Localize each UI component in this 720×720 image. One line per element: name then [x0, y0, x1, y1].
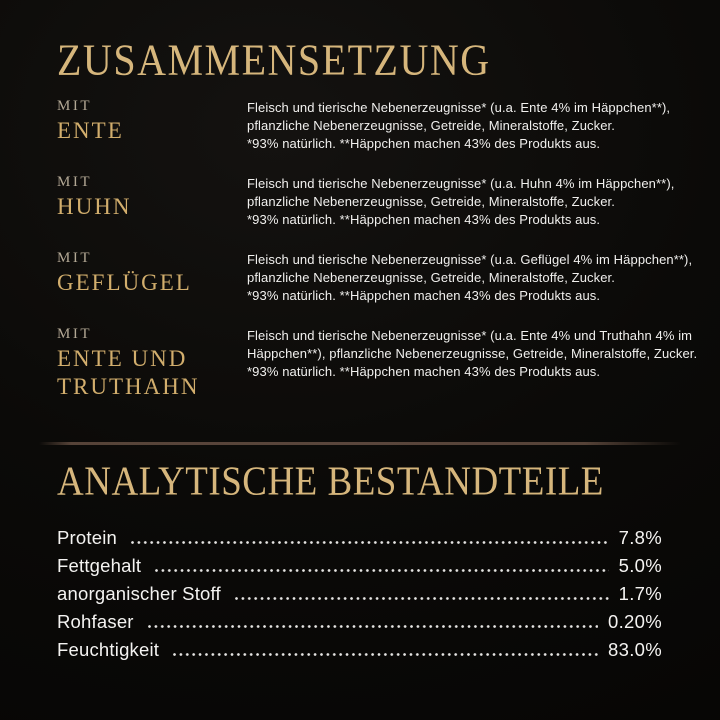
- ingredients-line: Fleisch und tierische Nebenerzeugnisse* (u.a. Huhn 4% im Häppchen**),: [247, 176, 675, 191]
- composition-title: [0, 0, 720, 85]
- ingredients-line: Fleisch und tierische Nebenerzeugnisse* (u.a. Ente 4% im Häppchen**),: [247, 100, 671, 115]
- variant-prefix: MIT: [57, 98, 92, 114]
- variant-name: ENTE: [57, 118, 124, 143]
- ingredients-text: [247, 173, 674, 229]
- analysis-row-fettgehalt: [57, 552, 662, 580]
- analysis-row-feuchtigkeit: [57, 636, 662, 664]
- variant-name: ENTE UND TRUTHAHN: [57, 346, 200, 399]
- composition-title-text: ZUSAMMENSETZUNG: [57, 34, 491, 85]
- dot-leader: [173, 653, 598, 656]
- ingredients-text: [247, 325, 697, 401]
- variant-name: GEFLÜGEL: [57, 270, 192, 295]
- analysis-table: [57, 524, 662, 664]
- composition-row-ente-truthahn: [57, 325, 720, 401]
- analysis-label: Feuchtigkeit: [57, 638, 160, 660]
- composition-row-gefluegel: [57, 249, 720, 305]
- ingredients-line: Häppchen**), pflanzliche Nebenerzeugnisse, Getreide, Mineralstoffe, Zucker.: [247, 346, 698, 361]
- analysis-label: Protein: [57, 526, 118, 548]
- analysis-row-protein: [57, 524, 662, 552]
- variant-label: [57, 249, 247, 305]
- ingredients-line: Fleisch und tierische Nebenerzeugnisse* (u.a. Geflügel 4% im Häppchen**),: [247, 252, 693, 267]
- ingredients-text: [247, 249, 692, 305]
- analysis-value: 83.0%: [608, 638, 662, 660]
- ingredients-text: [247, 97, 670, 153]
- analysis-row-anorganischer-stoff: [57, 580, 662, 608]
- analysis-value: 1.7%: [618, 582, 662, 604]
- ingredients-line: pflanzliche Nebenerzeugnisse, Getreide, Mineralstoffe, Zucker.: [247, 194, 615, 209]
- analysis-value: 7.8%: [618, 526, 662, 548]
- analysis-value: 0.20%: [608, 610, 662, 632]
- analysis-title-text: ANALYTISCHE BESTANDTEILE: [57, 458, 604, 505]
- composition-row-huhn: [57, 173, 720, 229]
- analysis-title: [0, 445, 720, 503]
- ingredients-line: *93% natürlich. **Häppchen machen 43% des Produkts aus.: [247, 288, 601, 303]
- analysis-label: anorganischer Stoff: [57, 582, 221, 604]
- ingredients-line: *93% natürlich. **Häppchen machen 43% des Produkts aus.: [247, 136, 601, 151]
- variant-name: HUHN: [57, 194, 132, 219]
- composition-row-ente: [57, 97, 720, 153]
- ingredients-line: Fleisch und tierische Nebenerzeugnisse* (u.a. Ente 4% und Truthahn 4% im: [247, 328, 693, 343]
- analysis-label: Rohfaser: [57, 610, 134, 632]
- dot-leader: [148, 625, 598, 628]
- dot-leader: [235, 597, 609, 600]
- analysis-value: 5.0%: [618, 554, 662, 576]
- variant-label: [57, 97, 247, 153]
- analysis-label: Fettgehalt: [57, 554, 142, 576]
- dot-leader: [131, 541, 609, 544]
- ingredients-line: *93% natürlich. **Häppchen machen 43% des Produkts aus.: [247, 364, 601, 379]
- variant-prefix: MIT: [57, 250, 92, 266]
- composition-list: [57, 97, 720, 401]
- ingredients-line: *93% natürlich. **Häppchen machen 43% des Produkts aus.: [247, 212, 601, 227]
- dot-leader: [155, 569, 608, 572]
- variant-prefix: MIT: [57, 174, 92, 190]
- ingredients-line: pflanzliche Nebenerzeugnisse, Getreide, Mineralstoffe, Zucker.: [247, 118, 615, 133]
- variant-prefix: MIT: [57, 326, 92, 342]
- variant-label: [57, 173, 247, 229]
- analysis-row-rohfaser: [57, 608, 662, 636]
- variant-label: [57, 325, 247, 401]
- ingredients-line: pflanzliche Nebenerzeugnisse, Getreide, Mineralstoffe, Zucker.: [247, 270, 615, 285]
